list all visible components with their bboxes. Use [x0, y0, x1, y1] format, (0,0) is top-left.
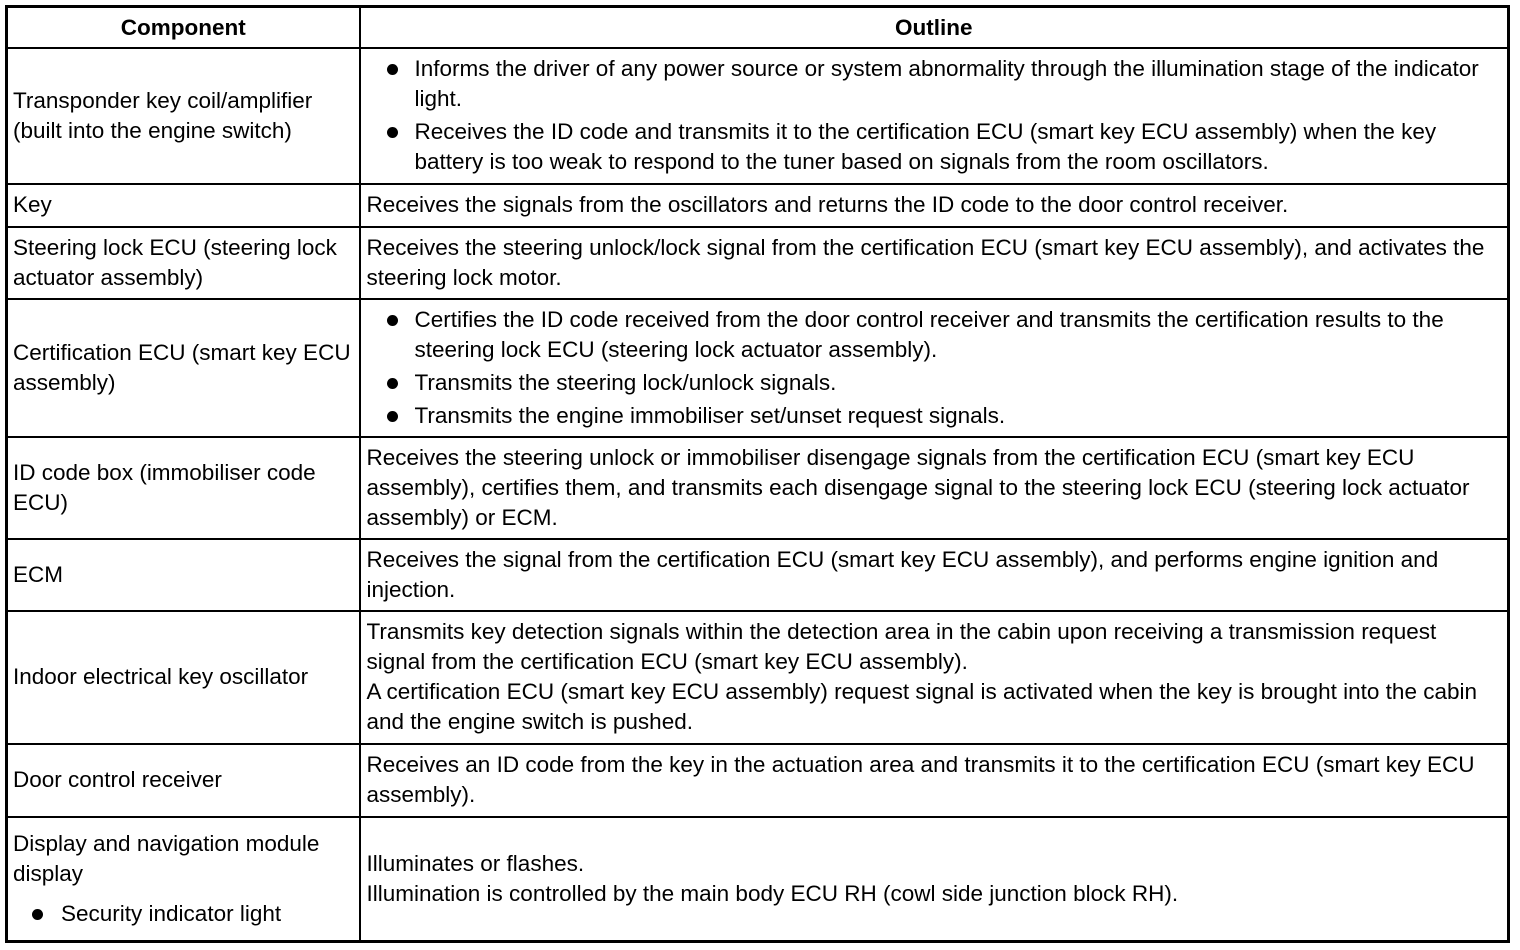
outline-cell: [360, 299, 1509, 437]
component-cell: [7, 227, 360, 299]
outline-text: Receives the steering unlock/lock signal from the certification ECU (smart key ECU assembly), and activates the steering lock motor.: [366, 234, 1485, 290]
component-cell: [7, 817, 360, 942]
component-name: Indoor electrical key oscillator: [13, 664, 309, 689]
column-header-component: Component: [7, 7, 360, 49]
outline-cell: [360, 48, 1509, 184]
component-cell: [7, 611, 360, 744]
outline-bullet-item: [367, 368, 1502, 398]
component-cell: [7, 48, 360, 184]
outline-text: Transmits key detection signals within the detection area in the cabin upon receiving a transmission request signal from the certification ECU (smart key ECU assembly).: [366, 619, 1437, 674]
outline-text: A certification ECU (smart key ECU assembly) request signal is activated when the key is brought into the cabin and the engine switch is pushed.: [366, 679, 1477, 734]
table-row: [7, 539, 1509, 611]
outline-bullet-text: Certifies the ID code received from the door control receiver and transmits the certification results to the steering lock ECU (steering lock actuator assembly).: [414, 306, 1444, 362]
component-name: Door control receiver: [13, 767, 222, 792]
component-cell: [7, 437, 360, 539]
bullet-icon: [387, 64, 398, 75]
outline-text: Illumination is controlled by the main body ECU RH (cowl side junction block RH).: [366, 880, 1179, 906]
header-row: [7, 7, 1509, 49]
table-row: [7, 299, 1509, 437]
outline-bullet-text: Informs the driver of any power source or system abnormality through the illumination stage of the indicator light.: [414, 56, 1479, 111]
component-name: Transponder key coil/amplifier (built into the engine switch): [13, 87, 313, 143]
outline-text: Receives the signals from the oscillators and returns the ID code to the door control receiver.: [366, 192, 1289, 217]
component-name: ECM: [13, 561, 63, 587]
outline-text: Receives an ID code from the key in the actuation area and transmits it to the certification ECU (smart key ECU assembly).: [366, 752, 1475, 807]
outline-cell: [360, 227, 1509, 299]
outline-cell: [360, 611, 1509, 744]
component-bullet-text: Security indicator light: [61, 900, 282, 926]
component-name: ID code box (immobiliser code ECU): [13, 459, 316, 515]
outline-text: Receives the steering unlock or immobiliser disengage signals from the certification ECU (smart key ECU assembly), certifies them, and transmits each disengage signal to the steering lock ECU (steering lock actuator assembly) or ECM.: [366, 444, 1470, 530]
component-cell: [7, 744, 360, 817]
table-row: [7, 744, 1509, 817]
outline-bullet-item: [367, 54, 1502, 114]
component-name: Key: [13, 192, 52, 217]
outline-cell: [360, 437, 1509, 539]
component-name: Steering lock ECU (steering lock actuator assembly): [13, 234, 337, 290]
bullet-icon: [387, 315, 398, 326]
component-cell: [7, 299, 360, 437]
outline-text: Receives the signal from the certification ECU (smart key ECU assembly), and performs engine ignition and injection.: [366, 546, 1439, 602]
component-cell: [7, 539, 360, 611]
table-row: [7, 48, 1509, 184]
outline-bullet-text: Transmits the steering lock/unlock signals.: [414, 369, 837, 395]
outline-bullet-item: [367, 117, 1502, 177]
table-row: [7, 817, 1509, 942]
outline-bullet-item: [367, 305, 1502, 365]
outline-bullet-list: [367, 54, 1502, 177]
outline-text: Illuminates or flashes.: [366, 850, 585, 876]
outline-cell: [360, 744, 1509, 817]
component-name: Certification ECU (smart key ECU assembly): [13, 339, 351, 395]
table-row: [7, 227, 1509, 299]
outline-bullet-list: [367, 305, 1502, 431]
column-header-outline: Outline: [360, 7, 1509, 49]
outline-cell: [360, 539, 1509, 611]
component-bullet-item: [13, 899, 353, 929]
outline-bullet-item: [367, 401, 1502, 431]
bullet-icon: [387, 378, 398, 389]
table-row: [7, 611, 1509, 744]
bullet-icon: [387, 127, 398, 138]
outline-cell: [360, 817, 1509, 942]
component-name: Display and navigation module display: [13, 830, 320, 886]
bullet-icon: [32, 909, 43, 920]
bullet-icon: [387, 411, 398, 422]
table-row: [7, 437, 1509, 539]
outline-bullet-text: Transmits the engine immobiliser set/unset request signals.: [414, 402, 1006, 428]
component-outline-table: [5, 5, 1510, 943]
table-row: [7, 184, 1509, 227]
component-cell: [7, 184, 360, 227]
outline-bullet-text: Receives the ID code and transmits it to the certification ECU (smart key ECU assembly) when the key battery is too weak to respond to the tuner based on signals from the room oscillators.: [414, 119, 1437, 174]
outline-cell: [360, 184, 1509, 227]
